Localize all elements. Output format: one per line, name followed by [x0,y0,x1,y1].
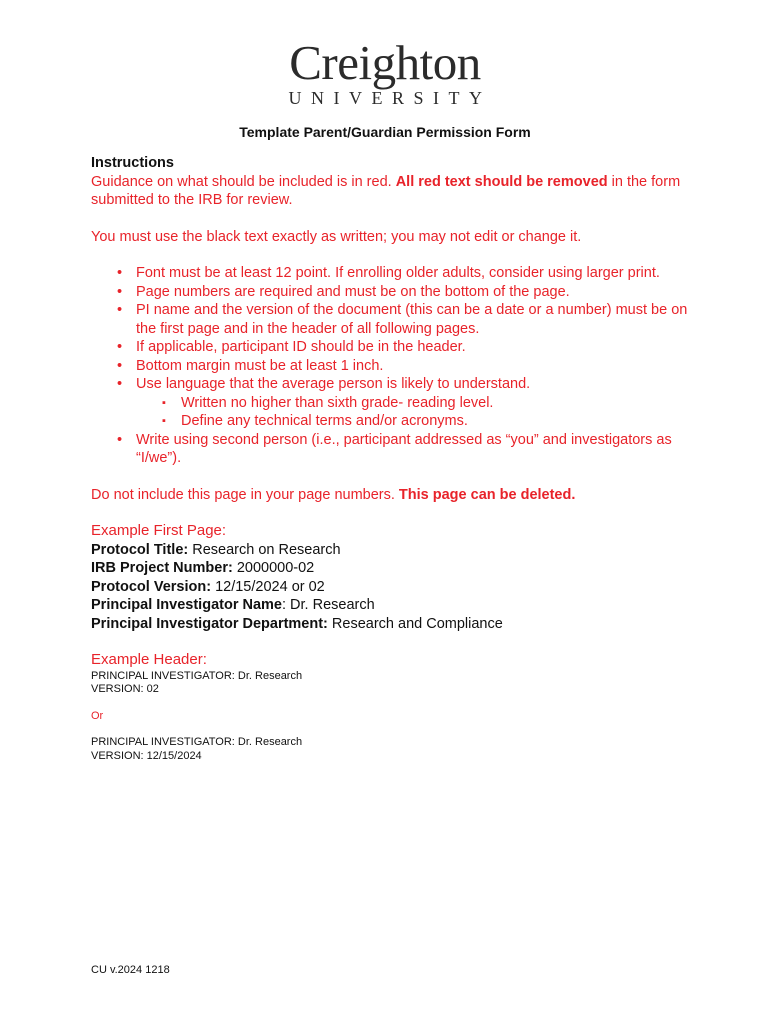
example-first-page-heading: Example First Page: [91,522,227,539]
sub-list-item: ▪ Define any technical terms and/or acronyms. [181,412,691,431]
sub-list [136,394,691,431]
list-item: • Font must be at least 12 point. If enrolling older adults, consider using larger print. [136,264,691,283]
field-label: Protocol Version: [91,578,212,595]
protocol-version-line [91,578,691,597]
instructions-heading: Instructions [91,155,174,171]
field-label: IRB Project Number: [91,560,233,576]
black-text-note: You must use the black text exactly as written; you may not edit or change it. [91,228,582,245]
list-item: • If applicable, participant ID should be in the header. [136,338,691,357]
field-label: Principal Investigator Department: [91,615,328,632]
field-label: Principal Investigator Name [91,597,282,613]
example-header-heading: Example Header: [91,651,207,668]
instruction-list [91,264,691,468]
logo-wordmark: Creighton [289,35,481,90]
guidance-paragraph [91,173,691,210]
field-value: Research on Research [188,541,341,558]
page-title: Template Parent/Guardian Permission Form [239,124,531,140]
list-item: • PI name and the version of the document (this can be a date or a number) must be on the first page and in the header of all following pages. [136,301,691,338]
pi-department-line [91,615,691,634]
list-item: • Write using second person (i.e., participant addressed as “you” and investigators as “I/we”). [136,431,691,468]
guidance-text-bold: All red text should be removed [395,173,608,190]
header-example-version: VERSION: 12/15/2024 [91,749,202,762]
list-item: • Page numbers are required and must be on the bottom of the page. [136,283,691,302]
page-note [91,486,691,505]
header-example-version: VERSION: 02 [91,683,159,695]
pi-name-line [91,596,691,615]
university-logo [0,35,770,109]
list-item-text: Use language that the average person is likely to understand. [136,376,531,392]
list-item: • Bottom margin must be at least 1 inch. [136,357,691,376]
field-value: 12/15/2024 or 02 [211,578,325,595]
list-item-with-sublist [136,375,691,431]
logo-subtitle: UNIVERSITY [288,88,492,108]
guidance-text-end: in the form submitted to the IRB for review. [91,173,681,208]
protocol-title-line [91,541,691,560]
sub-list-item: ▪ Written no higher than sixth grade- reading level. [181,394,691,413]
page-note-text: Do not include this page in your page numbers. [91,486,399,503]
page-note-bold: This page can be deleted. [398,486,576,503]
field-value: : Dr. Research [281,597,375,613]
field-value: Research and Compliance [327,615,503,632]
field-value: 2000000-02 [232,560,315,576]
document-version-footer: CU v.2024 1218 [91,964,170,976]
header-example-pi: PRINCIPAL INVESTIGATOR: Dr. Research [91,669,303,682]
irb-number-line [91,559,691,578]
field-label: Protocol Title: [91,541,189,558]
header-example-pi: PRINCIPAL INVESTIGATOR: Dr. Research [91,736,303,748]
guidance-text-start: Guidance on what should be included is in red. [91,173,396,190]
or-separator: Or [91,709,104,722]
document-body [91,154,691,763]
